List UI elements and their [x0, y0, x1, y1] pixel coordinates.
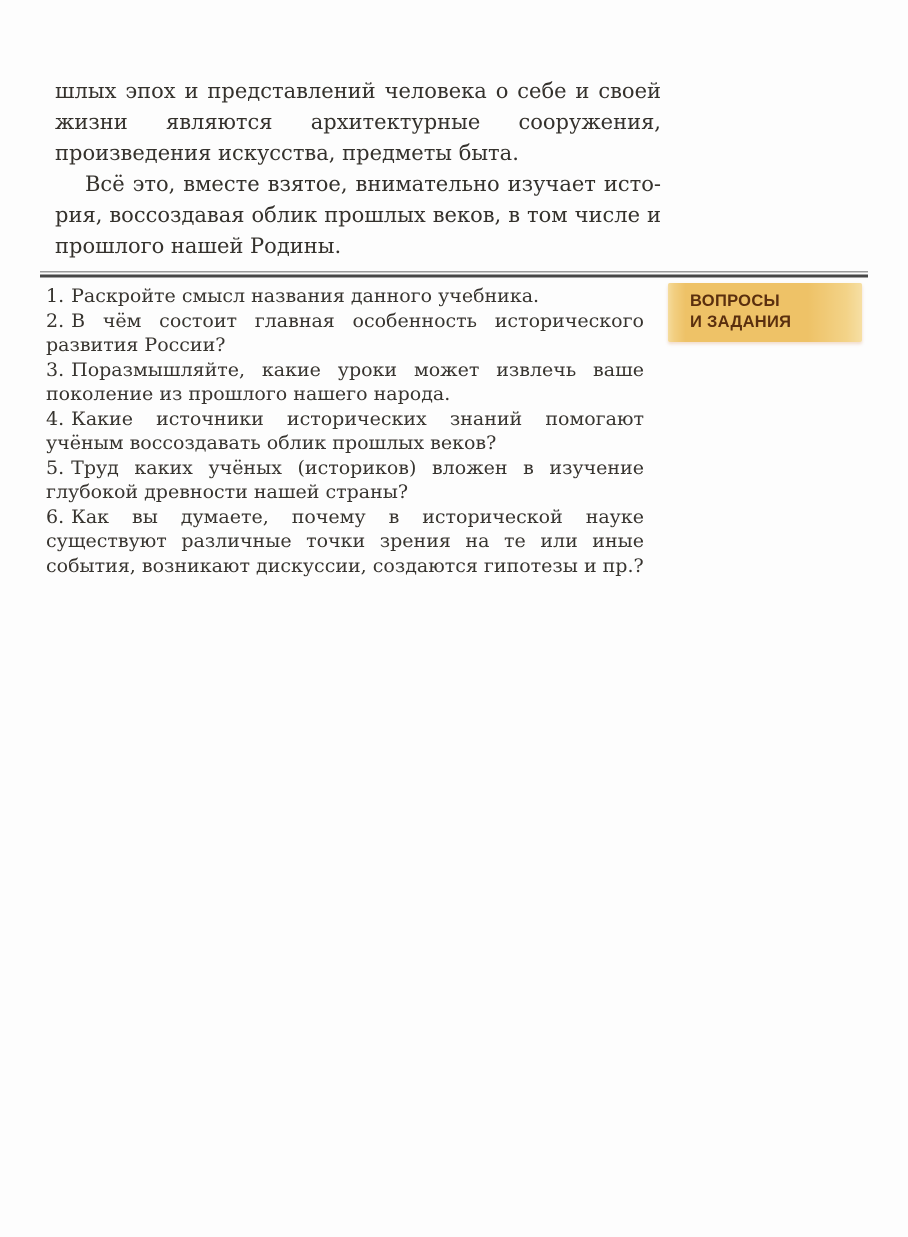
question-text: Какие источники исторических знаний помогают учёным воссоздавать облик прошлых веков? — [46, 407, 644, 454]
question-item — [46, 456, 644, 505]
intro-paragraph: шлых эпох и представлений человека о себе и своей жизни являются архитектурные сооружения, произведения искусства, предметы быта. — [55, 79, 661, 165]
question-item — [46, 284, 644, 309]
question-text: В чём состоит главная особенность исторического развития России? — [46, 309, 644, 356]
intro-text-block — [55, 76, 661, 262]
question-number: 1. — [46, 285, 65, 307]
question-number: 6. — [46, 505, 65, 528]
question-text: Раскройте смысл названия данного учебника. — [71, 285, 540, 307]
questions-and-tasks-badge — [668, 283, 862, 342]
question-text: Труд каких учёных (историков) вложен в изучение глубокой древности нашей страны? — [46, 456, 644, 503]
question-item — [46, 309, 644, 358]
question-text: Как вы думаете, почему в исторической науке существуют различные точки зрения на те или иные события, возникают дискуссии, создаются гипотезы и пр.? — [46, 505, 644, 577]
question-item — [46, 505, 644, 579]
badge-label-line1: ВОПРОСЫ — [690, 292, 780, 310]
intro-paragraph: Всё это, вместе взятое, внимательно изучает история, воссоздавая облик прошлых веков, в том числе и прошлого нашей Родины. — [55, 172, 661, 258]
badge-label-line2: И ЗАДАНИЯ — [690, 313, 792, 331]
question-number: 2. — [46, 309, 65, 332]
section-divider-rule — [40, 271, 868, 278]
question-number: 4. — [46, 407, 65, 430]
questions-list — [46, 284, 644, 578]
question-number: 5. — [46, 456, 65, 479]
question-text: Поразмышляйте, какие уроки может извлечь ваше поколение из прошлого нашего народа. — [46, 358, 644, 405]
question-number: 3. — [46, 358, 65, 381]
question-item — [46, 358, 644, 407]
question-item — [46, 407, 644, 456]
